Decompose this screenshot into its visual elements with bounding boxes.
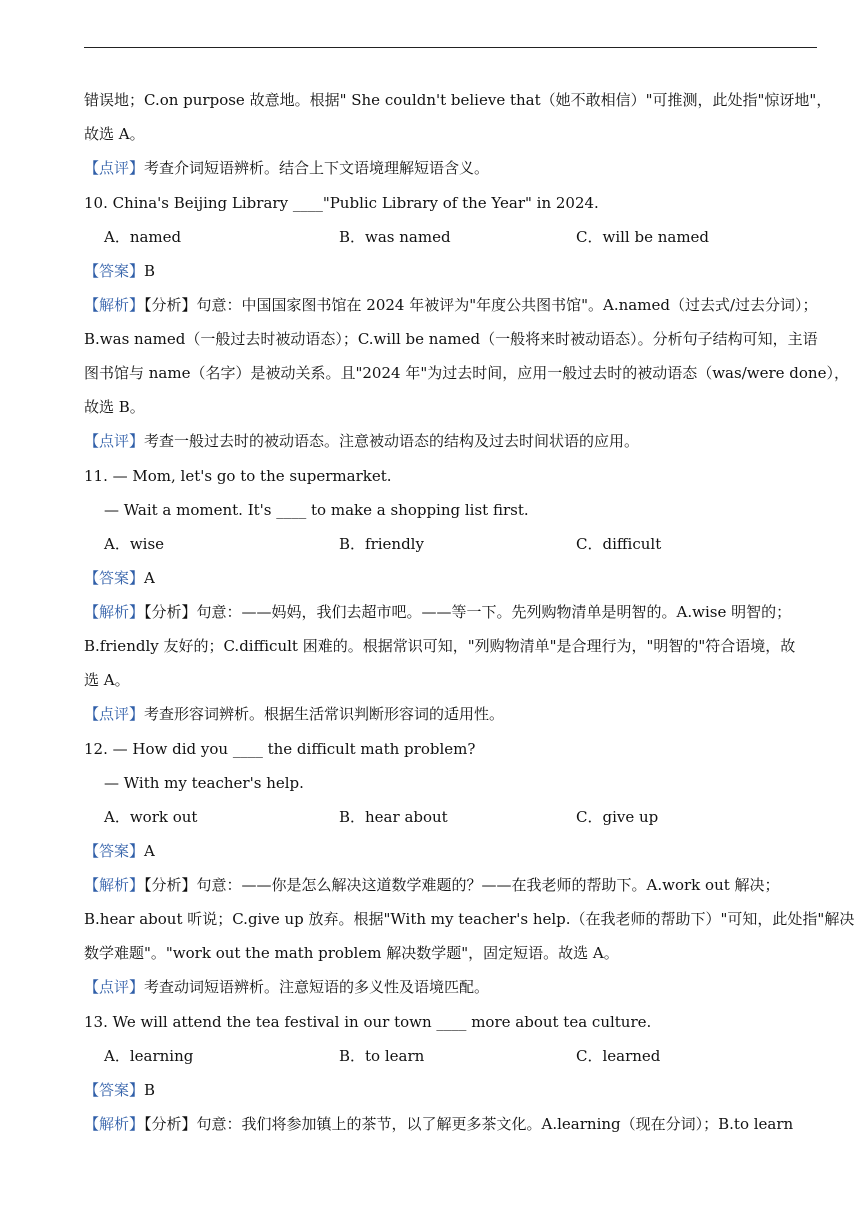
review-tag: 【点评】 — [84, 159, 145, 177]
question-11-stem: 11. — Mom, let's go to the supermarket. — [84, 467, 392, 485]
answer-tag: 【答案】 — [84, 1081, 145, 1099]
analysis-tag: 【解析】 — [84, 603, 145, 621]
header-rule — [84, 47, 817, 48]
option-c: C．learned — [576, 1047, 661, 1065]
analysis-line: 【解析】【分析】句意：我们将参加镇上的茶节，以了解更多茶文化。A.learning（现在分词）；B.to learn — [84, 1115, 794, 1133]
option-b: B．hear about — [339, 808, 448, 826]
question-12-stem: 12. — How did you ____ the difficult math problem? — [84, 740, 476, 758]
answer-line: 【答案】B — [84, 262, 156, 280]
answer-tag: 【答案】 — [84, 569, 145, 587]
review-tag: 【点评】 — [84, 705, 145, 723]
analysis-line: B.friendly 友好的；C.difficult 困难的。根据常识可知，"列购物清单"是合理行为，"明智的"符合语境，故 — [84, 637, 796, 655]
answer-line: 【答案】B — [84, 1081, 156, 1099]
question-11-stem-2: — Wait a moment. It's ____ to make a shopping list first. — [104, 501, 529, 519]
option-c: C．give up — [576, 808, 659, 826]
answer-tag: 【答案】 — [84, 842, 145, 860]
review-line: 【点评】考查一般过去时的被动语态。注意被动语态的结构及过去时间状语的应用。 — [84, 432, 640, 450]
analysis-line: 图书馆与 name（名字）是被动关系。且"2024 年"为过去时间，应用一般过去时的被动语态（was/were done）， — [84, 364, 849, 382]
review-tag: 【点评】 — [84, 432, 145, 450]
analysis-tag: 【解析】 — [84, 876, 145, 894]
analysis-tag: 【解析】 — [84, 296, 145, 314]
analysis-line: 【解析】【分析】句意：——你是怎么解决这道数学难题的？——在我老师的帮助下。A.work out 解决； — [84, 876, 780, 894]
option-c: C．difficult — [576, 535, 662, 553]
question-12-stem-2: — With my teacher's help. — [104, 774, 304, 792]
analysis-line: 选 A。 — [84, 671, 130, 689]
option-b: B．friendly — [339, 535, 424, 553]
question-13-stem: 13. We will attend the tea festival in our town ____ more about tea culture. — [84, 1013, 652, 1031]
text-line: 故选 A。 — [84, 125, 145, 143]
analysis-line: 数学难题"。"work out the math problem 解决数学题"，固定短语。故选 A。 — [84, 944, 619, 962]
option-a: A．named — [104, 228, 182, 246]
option-a: A．wise — [104, 535, 165, 553]
answer-line: 【答案】A — [84, 842, 155, 860]
answer-tag: 【答案】 — [84, 262, 145, 280]
analysis-line: B.was named（一般过去时被动语态）；C.will be named（一般将来时被动语态）。分析句子结构可知，主语 — [84, 330, 818, 348]
option-c: C．will be named — [576, 228, 710, 246]
analysis-line: 故选 B。 — [84, 398, 145, 416]
option-a: A．work out — [104, 808, 198, 826]
text-line: 错误地；C.on purpose 故意地。根据" She couldn't believe that（她不敢相信）"可推测，此处指"惊讶地"， — [84, 91, 832, 109]
option-b: B．was named — [339, 228, 451, 246]
review-line: 【点评】考查介词短语辨析。结合上下文语境理解短语含义。 — [84, 159, 490, 177]
question-10-stem: 10. China's Beijing Library ____"Public Library of the Year" in 2024. — [84, 194, 599, 212]
analysis-line: B.hear about 听说；C.give up 放弃。根据"With my teacher's help.（在我老师的帮助下）"可知，此处指"解决 — [84, 910, 855, 928]
analysis-line: 【解析】【分析】句意：——妈妈，我们去超市吧。——等一下。先列购物清单是明智的。A.wise 明智的； — [84, 603, 792, 621]
option-a: A．learning — [104, 1047, 194, 1065]
review-tag: 【点评】 — [84, 978, 145, 996]
analysis-line: 【解析】【分析】句意：中国国家图书馆在 2024 年被评为"年度公共图书馆"。A.named（过去式/过去分词）； — [84, 296, 818, 314]
answer-line: 【答案】A — [84, 569, 155, 587]
review-line: 【点评】考查动词短语辨析。注意短语的多义性及语境匹配。 — [84, 978, 490, 996]
option-b: B．to learn — [339, 1047, 425, 1065]
review-line: 【点评】考查形容词辨析。根据生活常识判断形容词的适用性。 — [84, 705, 505, 723]
analysis-tag: 【解析】 — [84, 1115, 145, 1133]
